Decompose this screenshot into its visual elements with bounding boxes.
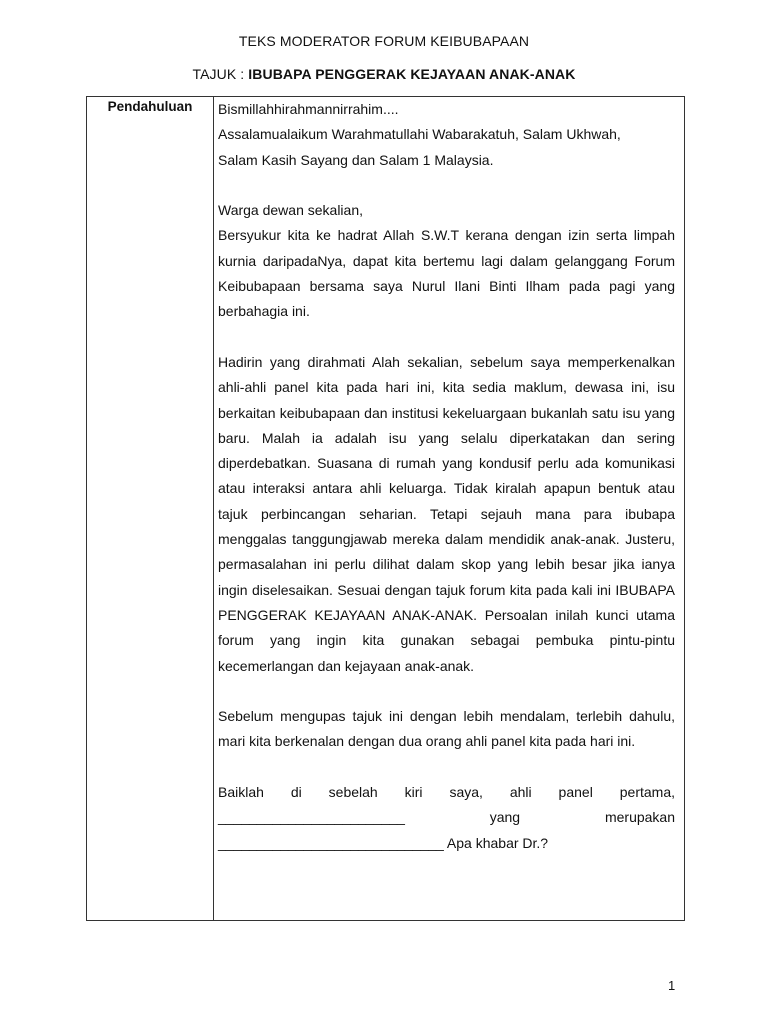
greeting-line: Bismillahhirahmannirrahim....: [218, 101, 399, 117]
intro-panel-paragraph: Sebelum mengupas tajuk ini dengan lebih mendalam, terlebih dahulu, mari kita berkenalan dengan dua orang ahli panel kita pada hari ini.: [218, 708, 675, 750]
script-table: [86, 96, 685, 921]
first-panel-blank-line: ________________________ yang merupakan: [218, 809, 675, 826]
greeting-paragraph: [218, 97, 675, 173]
document-topic: [0, 66, 768, 82]
page-number: 1: [668, 978, 676, 993]
section-label: Pendahuluan: [87, 97, 214, 921]
greeting-line: Assalamualaikum Warahmatullahi Wabarakatuh, Salam Ukhwah,: [218, 126, 621, 143]
first-panel-paragraph: [218, 780, 675, 856]
opening-body: Bersyukur kita ke hadrat Allah S.W.T kerana dengan izin serta limpah kurnia daripadaNya, dapat kita bertemu lagi dalam gelanggang Forum Keibubapaan bersama saya Nurul Ilani Binti Ilham pada pagi yang berbahagia ini.: [218, 227, 675, 320]
document-title: TEKS MODERATOR FORUM KEIBUBAPAAN: [238, 33, 530, 49]
topic-title: IBUBAPA PENGGERAK KEJAYAAN ANAK-ANAK: [248, 66, 576, 82]
section-content: [214, 97, 685, 921]
first-panel-line: Baiklah di sebelah kiri saya, ahli panel pertama,: [218, 784, 675, 801]
topic-prefix: TAJUK :: [192, 66, 249, 82]
greeting-line: Salam Kasih Sayang dan Salam 1 Malaysia.: [218, 151, 494, 168]
issue-paragraph: Hadirin yang dirahmati Alah sekalian, sebelum saya memperkenalkan ahli-ahli panel kita pada hari ini, kita sedia maklum, dewasa ini, isu berkaitan keibubapaan dan institusi kekeluargaan bukanlah satu isu yang baru. Malah ia adalah isu yang selalu diperkatakan dan sering diperdebatkan. Suasana di rumah yang kondusif perlu ada komunikasi atau interaksi antara ahli keluarga. Tidak kiralah apapun bentuk atau tajuk perbincangan seharian. Tetapi sejauh mana para ibubapa menggalas tanggungjawab mereka dalam mendidik anak-anak. Justeru, permasalahan ini perlu dilihat dalam skop yang lebih besar jika ianya ingin diselesaikan. Sesuai dengan tajuk forum kita pada kali ini IBUBAPA PENGGERAK KEJAYAAN ANAK-ANAK. Persoalan inilah kunci utama forum yang ingin kita gunakan sebagai pembuka pintu-pintu kecemerlangan dan kejayaan anak-anak.: [218, 353, 675, 674]
first-panel-greeting-line: _____________________________ Apa khabar Dr.?: [218, 834, 549, 851]
opening-address: Warga dewan sekalian,: [218, 202, 364, 219]
opening-paragraph: [218, 198, 675, 324]
